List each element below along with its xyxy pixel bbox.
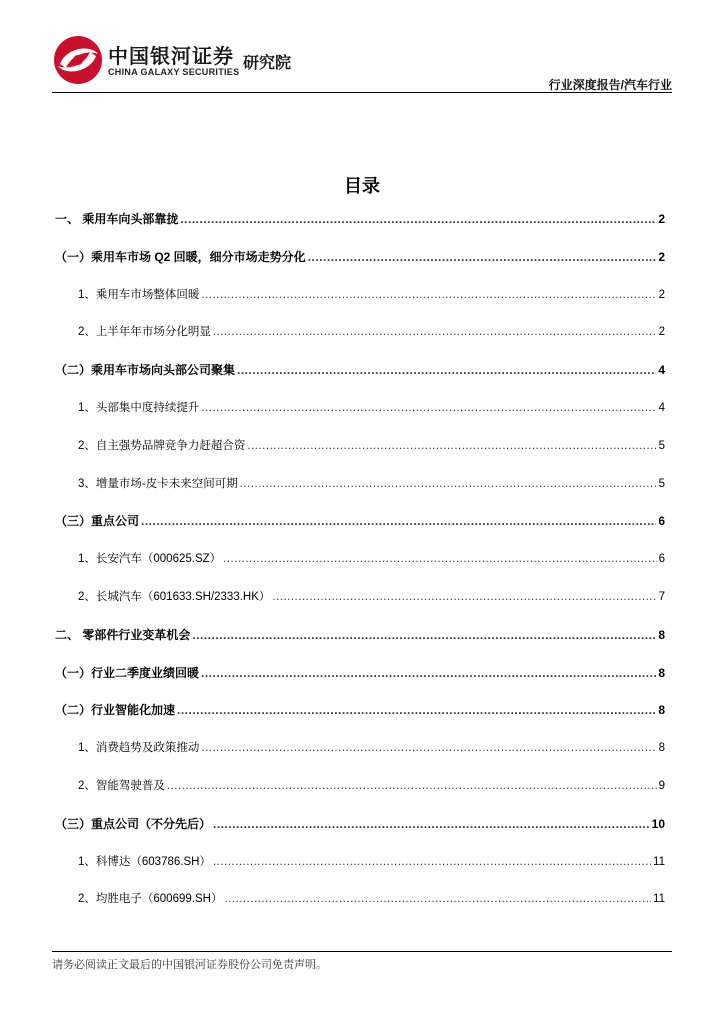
toc-entry-page: 9 [658, 779, 665, 792]
toc-entry-page: 8 [658, 742, 665, 755]
toc-entry-page: 2 [658, 249, 665, 264]
toc-entry-page: 2 [658, 326, 665, 339]
toc-leader-dots [192, 628, 656, 642]
footer-divider [52, 951, 672, 952]
toc-entry[interactable] [55, 399, 665, 437]
toc-entry-page: 2 [658, 288, 665, 301]
toc-entry[interactable] [55, 475, 665, 513]
toc-entry-label: 2、智能驾驶普及 [78, 779, 165, 792]
toc-entry-label: 2、自主强势品牌竞争力赶超合资 [78, 439, 246, 452]
toc-leader-dots [272, 591, 656, 603]
company-logo [52, 34, 312, 86]
toc-leader-dots [224, 893, 651, 905]
toc-leader-dots [141, 514, 656, 528]
toc-leader-dots [213, 856, 651, 868]
toc-entry-page: 8 [658, 703, 665, 718]
toc-entry[interactable] [55, 210, 665, 248]
galaxy-logo-icon [52, 34, 104, 86]
toc-entry-page: 6 [658, 514, 665, 529]
toc-entry-label: （三）重点公司 [55, 514, 140, 529]
toc-leader-dots [247, 440, 656, 452]
toc-leader-dots [180, 212, 656, 226]
logo-institute: 研究院 [243, 55, 292, 72]
toc-entry-label: 1、科博达（603786.SH） [78, 855, 211, 868]
logo-chinese-name: 中国银河证券 [108, 46, 234, 68]
toc-entry[interactable] [55, 286, 665, 324]
toc-entry-label: 二、 零部件行业变革机会 [55, 627, 191, 642]
toc-entry-label: （三）重点公司（不分先后） [55, 816, 212, 831]
toc-entry-label: （二）乘用车市场向头部公司聚集 [55, 363, 236, 378]
toc-entry-page: 11 [653, 855, 665, 868]
toc-entry-label: （二）行业智能化加速 [55, 703, 176, 718]
toc-entry[interactable] [55, 777, 665, 815]
toc-leader-dots [201, 402, 656, 414]
toc-entry-label: 3、增量市场-皮卡未来空间可期 [78, 477, 238, 490]
toc-entry-page: 8 [658, 627, 665, 642]
toc-entry-page: 11 [653, 893, 665, 906]
toc-entry[interactable] [55, 739, 665, 777]
toc-entry-label: 1、长安汽车（000625.SZ） [78, 553, 222, 566]
footer-disclaimer: 请务必阅读正文最后的中国银河证券股份公司免责声明。 [52, 958, 327, 971]
toc-entry-label: 一、 乘用车向头部靠拢 [55, 212, 179, 226]
toc-entry[interactable] [55, 815, 665, 853]
toc-entry-label: 2、上半年年市场分化明显 [78, 326, 211, 339]
toc-entry[interactable] [55, 323, 665, 361]
table-of-contents [55, 210, 665, 928]
toc-entry[interactable] [55, 701, 665, 739]
toc-entry[interactable] [55, 512, 665, 550]
toc-leader-dots [201, 289, 656, 301]
toc-entry-page: 2 [658, 212, 665, 226]
toc-entry-label: 1、消费趋势及政策推动 [78, 742, 200, 755]
report-type: 行业深度报告/汽车行业 [548, 78, 672, 92]
toc-leader-dots [223, 553, 656, 565]
toc-leader-dots [201, 742, 656, 754]
toc-entry-page: 5 [658, 477, 665, 490]
toc-entry-label: 1、乘用车市场整体回暖 [78, 288, 200, 301]
toc-leader-dots [177, 703, 656, 717]
header-divider [52, 92, 672, 93]
toc-entry-label: （一）乘用车市场 Q2 回暖，细分市场走势分化 [55, 249, 306, 264]
toc-leader-dots [213, 817, 650, 831]
toc-entry[interactable] [55, 550, 665, 588]
toc-entry-page: 6 [658, 553, 665, 566]
toc-entry[interactable] [55, 361, 665, 399]
toc-entry-page: 4 [658, 363, 665, 378]
toc-entry-label: （一）行业二季度业绩回暖 [55, 665, 200, 680]
toc-entry-page: 4 [658, 401, 665, 414]
toc-leader-dots [240, 478, 657, 490]
toc-leader-dots [237, 363, 656, 377]
toc-entry-page: 8 [658, 665, 665, 680]
toc-entry-label: 1、头部集中度持续提升 [78, 401, 200, 414]
toc-entry-page: 5 [658, 439, 665, 452]
toc-entry[interactable] [55, 890, 665, 928]
toc-title: 目录 [344, 176, 380, 196]
toc-entry[interactable] [55, 437, 665, 475]
toc-entry[interactable] [55, 248, 665, 286]
toc-entry[interactable] [55, 588, 665, 626]
toc-entry-label: 2、均胜电子（600699.SH） [78, 893, 223, 906]
toc-entry-page: 7 [658, 590, 665, 603]
toc-leader-dots [308, 250, 657, 264]
logo-english-name: CHINA GALAXY SECURITIES [108, 67, 240, 77]
toc-entry-label: 2、长城汽车（601633.SH/2333.HK） [78, 590, 271, 603]
toc-entry[interactable] [55, 664, 665, 702]
toc-entry-page: 10 [651, 816, 665, 831]
toc-leader-dots [201, 666, 656, 680]
toc-leader-dots [213, 326, 657, 338]
toc-entry[interactable] [55, 853, 665, 891]
toc-entry[interactable] [55, 626, 665, 664]
toc-leader-dots [167, 780, 657, 792]
